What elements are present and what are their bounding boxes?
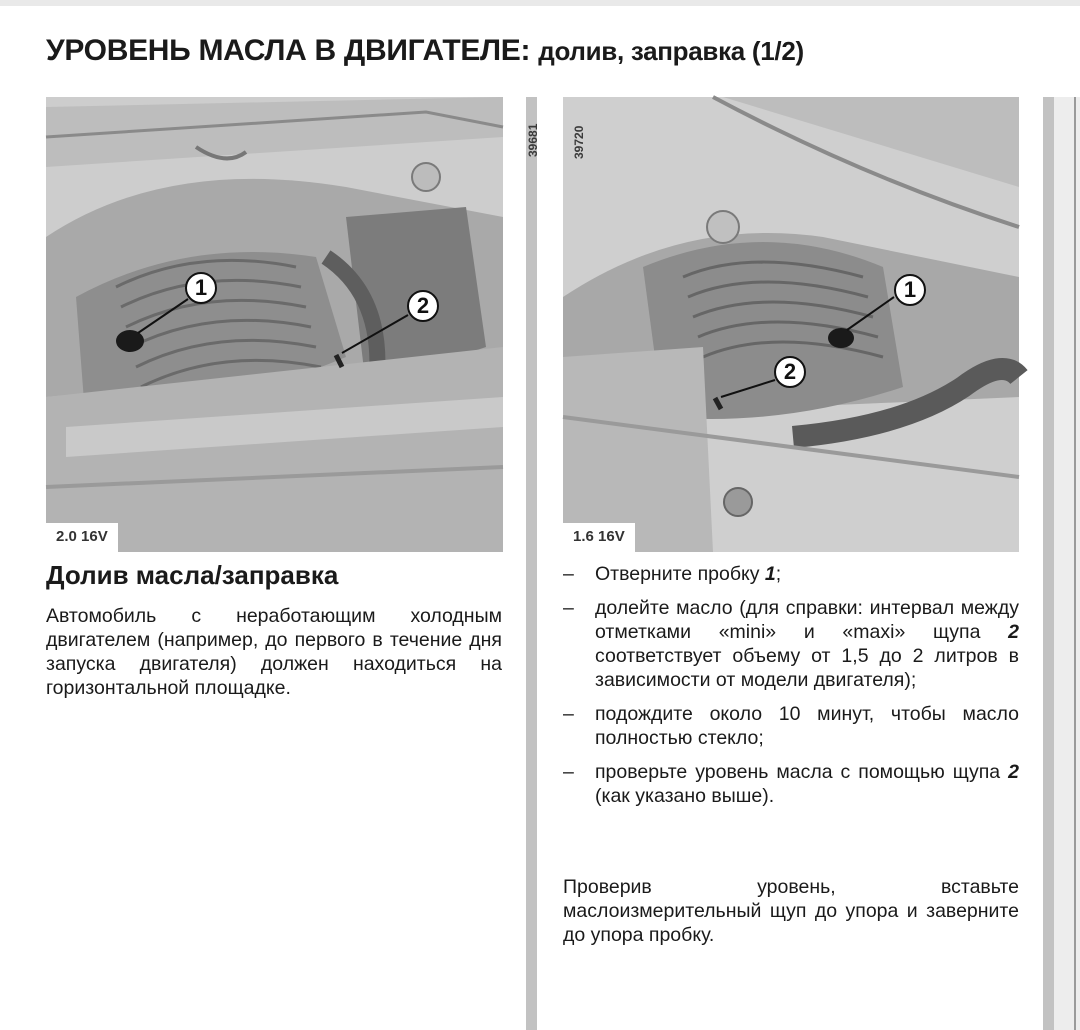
conclusion-paragraph: Проверив уровень, вставьте маслоизмерительный щуп до упора и заверните до упора пробку. [563,876,1019,946]
page-title-main: УРОВЕНЬ МАСЛА В ДВИГАТЕЛЕ: [46,34,531,67]
image-code: 39720 [572,125,586,159]
instruction-steps [563,562,1019,818]
step-text: проверьте уровень масла с помощью щупа [595,761,1009,783]
step-dash: – [563,761,574,783]
step-item [563,562,1019,586]
step-reference-number: 1 [764,563,776,585]
engine-label: 1.6 16V [563,523,635,552]
step-item [563,702,1019,750]
engine-bay-illustration-2-0 [46,97,540,552]
section-heading: Долив масла/заправка [46,560,339,590]
engine-bay-drawing [563,97,1019,552]
step-text: Отверните пробку [595,563,765,585]
step-reference-number: 2 [1008,621,1019,643]
step-text: долейте масло (для справки: интервал между отметками «mini» и «maxi» щупа [595,597,1019,643]
intro-paragraph: Автомобиль с неработающим холодным двигателем (например, до первого в течение дня запуска двигателя) должен находиться на горизонтальной площадке. [46,605,502,699]
next-page-edge [1054,97,1080,1030]
step-reference-number: 2 [1008,761,1019,783]
column-divider-left [526,97,537,1030]
engine-bay-drawing [46,97,503,552]
image-code: 39681 [526,123,540,157]
step-dash: – [563,703,574,725]
page-title-sub: долив, заправка (1/2) [538,36,804,66]
step-text: подождите около 10 минут, чтобы масло полностью стекло; [595,703,1019,749]
callout-1: 1 [894,274,926,306]
step-dash: – [563,563,574,585]
step-text-end: соответствует объему от 1,5 до 2 литров в зависимости от модели двигателя); [595,645,1019,691]
engine-bay-illustration-1-6 [563,97,1019,552]
step-dash: – [563,597,574,619]
step-item [563,596,1019,692]
callout-1: 1 [185,272,217,304]
column-divider-right [1043,97,1054,1030]
engine-label: 2.0 16V [46,523,118,552]
step-item [563,760,1019,808]
callout-2: 2 [774,356,806,388]
step-text-end: ; [775,563,782,585]
step-text-end: (как указано выше). [595,785,775,807]
callout-2: 2 [407,290,439,322]
page-title [46,34,804,68]
page-top-edge [0,0,1080,6]
